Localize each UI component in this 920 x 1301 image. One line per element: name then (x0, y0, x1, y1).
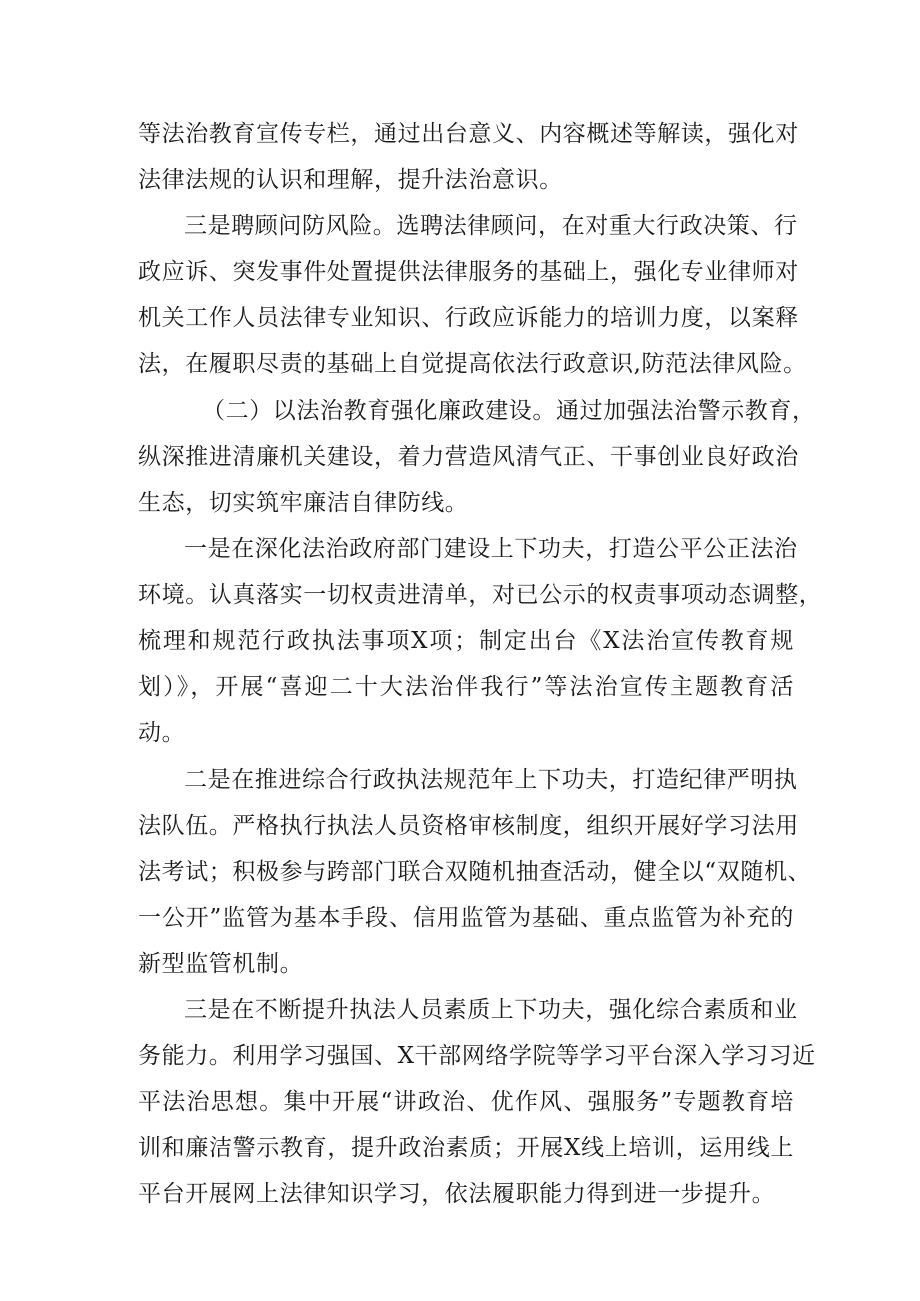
text-line: 平法治思想。集中开展“讲政治、优作风、强服务”专题教育培 (138, 1089, 794, 1115)
text-line: 划）》，开展“喜迎二十大法治伴我行”等法治宣传主题教育活 (138, 674, 794, 700)
text-line: 法队伍。严格执行执法人员资格审核制度，组织开展好学习法用 (138, 813, 799, 839)
paragraph-start-line: 一是在深化法治政府部门建设上下功夫，打造公平公正法治 (184, 536, 798, 562)
text-line: 等法治教育宣传专栏，通过出台意义、内容概述等解读，强化对 (138, 121, 799, 147)
text-line: 纵深推进清廉机关建设，着力营造风清气正、干事创业良好政治 (138, 444, 799, 470)
text-line: 训和廉洁警示教育，提升政治素质；开展X线上培训，运用线上 (138, 1135, 794, 1161)
text-line: 政应诉、突发事件处置提供法律服务的基础上，强化专业律师对 (138, 259, 799, 285)
text-line: 法，在履职尽责的基础上自觉提高依法行政意识,防范法律风险。 (138, 351, 807, 377)
paragraph-start-line: 二是在推进综合行政执法规范年上下功夫，打造纪律严明执 (184, 767, 798, 793)
text-line: 环境。认真落实一切权责进清单，对已公示的权责事项动态调整， (138, 582, 823, 608)
paragraph-start-line: 三是聘顾问防风险。选聘法律顾问，在对重大行政决策、行 (184, 213, 798, 239)
text-line: 机关工作人员法律专业知识、行政应诉能力的培训力度，以案释 (138, 305, 799, 331)
text-line: 法考试；积极参与跨部门联合双随机抽查活动，健全以“双随机、 (138, 859, 812, 885)
text-line: 平台开展网上法律知识学习，依法履职能力得到进一步提升。 (138, 1181, 776, 1207)
paragraph-start-line: 三是在不断提升执法人员素质上下功夫，强化综合素质和业 (184, 997, 798, 1023)
text-line: 一公开”监管为基本手段、信用监管为基础、重点监管为补充的 (138, 905, 794, 931)
text-line: 生态，切实筑牢廉洁自律防线。 (138, 490, 469, 516)
text-line: 梳理和规范行政执法事项X项；制定出台《X法治宣传教育规 (138, 628, 794, 654)
text-line: 法律法规的认识和理解，提升法治意识。 (138, 167, 563, 193)
text-line: 新型监管机制。 (138, 951, 304, 977)
text-line: 动。 (138, 720, 186, 746)
section-heading-line: （二）以法治教育强化廉政建设。通过加强法治警示教育， (202, 398, 816, 424)
text-line: 务能力。利用学习强国、X干部网络学院等学习平台深入学习习近 (138, 1043, 816, 1069)
